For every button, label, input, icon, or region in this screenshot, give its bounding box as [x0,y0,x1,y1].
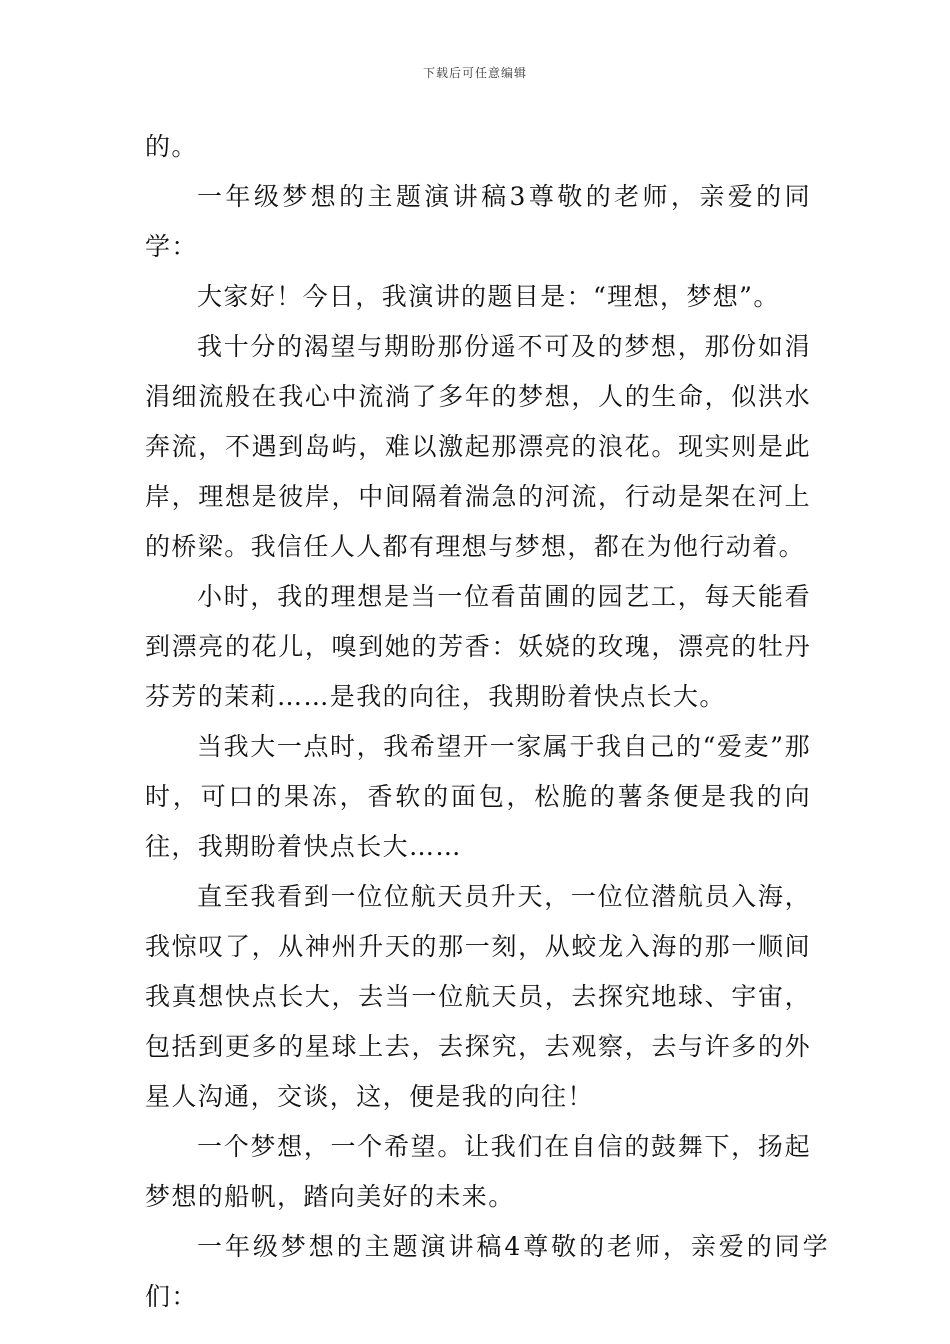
paragraph-3: 大家好！今日，我演讲的题目是：“理想，梦想”。 [197,282,780,311]
paragraph-2: 一年级梦想的主题演讲稿3尊敬的老师，亲爱的同学： [145,182,811,261]
paragraph-6: 当我大一点时，我希望开一家属于我自己的“爱麦”那时，可口的果冻，香软的面包，松脆的薯条便是我的向往，我期盼着快点长大…… [145,732,811,861]
paragraph-8: 一个梦想，一个希望。让我们在自信的鼓舞下，扬起梦想的船帆，踏向美好的未来。 [145,1132,811,1211]
paragraph-7: 直至我看到一位位航天员升天，一位位潜航员入海，我惊叹了，从神州升天的那一刻，从蛟龙入海的那一顺间我真想快点长大，去当一位航天员，去探究地球、宇宙，包括到更多的星球上去，去探究，去观察，去与许多的外星人沟通，交谈，这，便是我的向往！ [145,882,811,1111]
paragraph-9: 一年级梦想的主题演讲稿4尊敬的老师，亲爱的同学们： [145,1232,829,1311]
paragraph-5: 小时，我的理想是当一位看苗圃的园艺工，每天能看到漂亮的花儿，嗅到她的芳香：妖娆的玫瑰，漂亮的牡丹芬芳的茉莉……是我的向往，我期盼着快点长大。 [145,582,811,711]
page-header: 下载后可任意编辑 [422,66,527,80]
paragraph-4: 我十分的渴望与期盼那份遥不可及的梦想，那份如涓涓细流般在我心中流淌了多年的梦想，人的生命，似洪水奔流，不遇到岛屿，难以激起那漂亮的浪花。现实则是此岸，理想是彼岸，中间隔着湍急的河流，行动是架在河上的桥梁。我信任人人都有理想与梦想，都在为他行动着。 [145,332,811,561]
paragraph-1: 的。 [145,132,198,161]
document-body [145,122,829,1322]
